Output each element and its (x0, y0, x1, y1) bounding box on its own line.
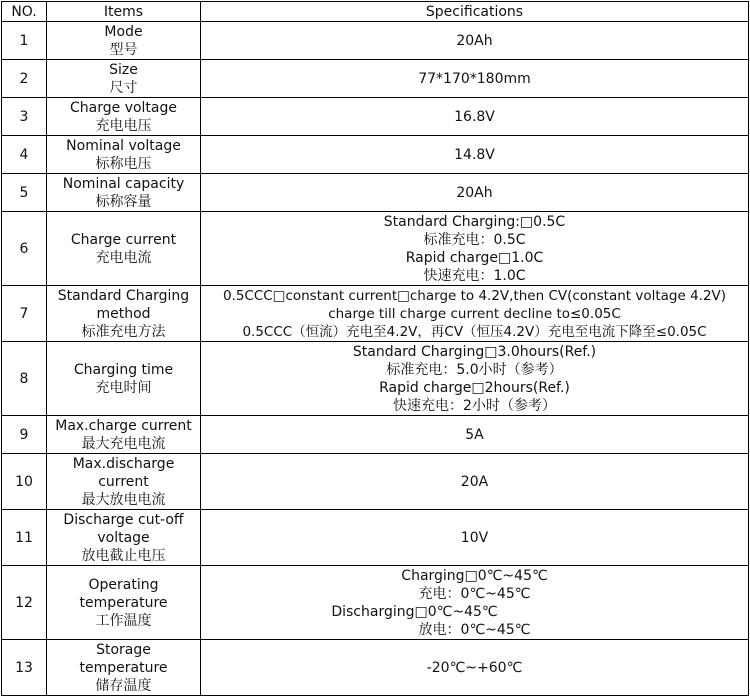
item-en: Nominal voltage (66, 137, 181, 154)
table-row (2, 212, 749, 286)
row-item (47, 212, 201, 286)
row-no: 7 (2, 286, 47, 342)
row-no: 9 (2, 416, 47, 454)
table-row (2, 640, 749, 696)
spec-line: 标准充电：5.0小时（参考） (386, 361, 563, 378)
row-item (47, 510, 201, 566)
header-no: NO. (2, 2, 47, 22)
row-item (47, 174, 201, 212)
item-cn: 标准充电方法 (81, 323, 166, 340)
spec-line: Rapid charge□2hours(Ref.) (379, 379, 570, 396)
row-no: 6 (2, 212, 47, 286)
row-no: 8 (2, 342, 47, 416)
item-en: Standard Charging method (57, 287, 190, 322)
row-no: 12 (2, 566, 47, 640)
row-no: 10 (2, 454, 47, 510)
item-en: Max.charge current (55, 417, 192, 434)
row-item (47, 60, 201, 98)
spec-line: 5A (465, 426, 484, 443)
row-no: 1 (2, 22, 47, 60)
spec-line: 77*170*180mm (418, 70, 531, 87)
table-row (2, 136, 749, 174)
row-spec (201, 566, 749, 640)
row-item (47, 136, 201, 174)
item-en: Charging time (73, 361, 174, 378)
item-en: Mode (104, 23, 143, 40)
item-en: Operating temperature (79, 576, 168, 611)
row-item (47, 566, 201, 640)
item-en: Max.discharge current (72, 455, 175, 490)
item-cn: 充电电压 (95, 117, 152, 134)
table-row (2, 454, 749, 510)
row-spec (201, 212, 749, 286)
table-row (2, 174, 749, 212)
row-item (47, 98, 201, 136)
item-en: Storage temperature (79, 641, 168, 676)
row-no: 11 (2, 510, 47, 566)
row-spec (201, 454, 749, 510)
spec-line: Discharging□0℃~45℃ (331, 603, 498, 620)
spec-line: 快速充电：1.0C (423, 267, 526, 284)
spec-line: Standard Charging□3.0hours(Ref.) (352, 343, 597, 360)
spec-line: 放电：0℃~45℃ (418, 621, 531, 638)
row-item (47, 454, 201, 510)
row-no: 5 (2, 174, 47, 212)
spec-line: 16.8V (454, 108, 495, 125)
spec-line: 0.5CCC（恒流）充电至4.2V，再CV（恒压4.2V）充电至电流下降至≤0.05C (242, 323, 707, 340)
item-en: Nominal capacity (62, 175, 185, 192)
item-en: Charge current (70, 231, 177, 248)
item-cn: 最大充电电流 (81, 435, 166, 452)
table-row (2, 416, 749, 454)
header-row (2, 2, 749, 22)
spec-table (1, 1, 749, 696)
spec-line: 14.8V (454, 146, 495, 163)
table-row (2, 98, 749, 136)
item-cn: 标称电压 (95, 155, 152, 172)
row-item (47, 416, 201, 454)
item-cn: 充电时间 (95, 379, 152, 396)
row-spec (201, 640, 749, 696)
table-row (2, 60, 749, 98)
row-spec (201, 342, 749, 416)
item-en: Charge voltage (70, 99, 177, 116)
row-spec (201, 98, 749, 136)
row-item (47, 22, 201, 60)
table-row (2, 342, 749, 416)
spec-line: Charging□0℃~45℃ (401, 567, 548, 584)
row-spec (201, 416, 749, 454)
row-no: 13 (2, 640, 47, 696)
spec-line: 标准充电：0.5C (423, 231, 526, 248)
spec-line: 20A (460, 473, 489, 490)
row-item (47, 342, 201, 416)
spec-line: -20℃~+60℃ (426, 659, 523, 676)
row-no: 3 (2, 98, 47, 136)
item-cn: 型号 (109, 41, 138, 58)
table-row (2, 510, 749, 566)
item-cn: 工作温度 (95, 612, 152, 629)
spec-line: Standard Charging:□0.5C (383, 213, 566, 230)
row-item (47, 640, 201, 696)
item-cn: 充电电流 (95, 249, 152, 266)
table-row (2, 286, 749, 342)
item-cn: 尺寸 (109, 79, 138, 96)
item-cn: 标称容量 (95, 193, 152, 210)
row-no: 2 (2, 60, 47, 98)
spec-line: 充电：0℃~45℃ (418, 585, 531, 602)
item-cn: 放电截止电压 (81, 547, 166, 564)
row-spec (201, 286, 749, 342)
spec-line: 10V (460, 529, 489, 546)
item-cn: 储存温度 (95, 677, 152, 694)
table-row (2, 22, 749, 60)
item-en: Size (109, 61, 138, 78)
spec-line: 20Ah (456, 184, 493, 201)
row-spec (201, 22, 749, 60)
spec-line: 0.5CCC□constant current□charge to 4.2V,then CV(constant voltage 4.2V) (222, 287, 727, 304)
header-spec: Specifications (201, 2, 749, 22)
header-items: Items (47, 2, 201, 22)
row-spec (201, 510, 749, 566)
spec-line: 快速充电：2小时（参考） (393, 397, 556, 414)
row-no: 4 (2, 136, 47, 174)
row-spec (201, 136, 749, 174)
spec-line: 20Ah (456, 32, 493, 49)
row-spec (201, 60, 749, 98)
row-spec (201, 174, 749, 212)
item-cn: 最大放电电流 (81, 491, 166, 508)
item-en: Discharge cut-off voltage (63, 511, 184, 546)
row-item (47, 286, 201, 342)
spec-line: Rapid charge□1.0C (405, 249, 544, 266)
table-row (2, 566, 749, 640)
spec-line: charge till charge current decline to≤0.05C (328, 305, 621, 322)
